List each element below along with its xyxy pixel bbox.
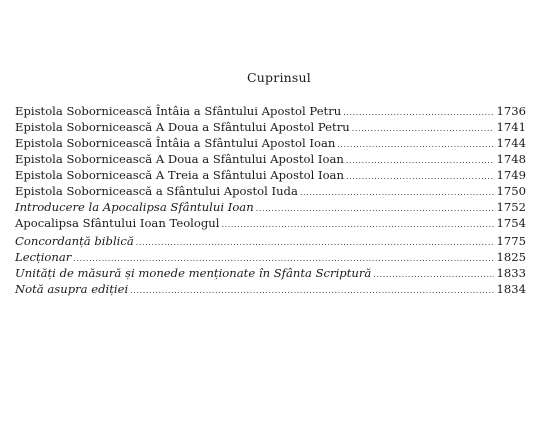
toc-entry[interactable] [15, 233, 526, 249]
toc-entry-title: Concordanță biblică [15, 234, 134, 248]
dot-leader [256, 201, 495, 217]
toc-entry-page: 1741 [496, 120, 526, 134]
toc-entry-page: 1754 [496, 216, 526, 230]
toc-section-appendices [15, 233, 526, 297]
toc-entry[interactable] [15, 103, 526, 119]
toc-entry[interactable] [15, 183, 526, 199]
toc-entry-page: 1834 [496, 282, 526, 296]
toc-entry-page: 1749 [496, 168, 526, 182]
toc-entry-page: 1752 [496, 200, 526, 214]
toc-entry[interactable] [15, 199, 526, 215]
toc-entry-page: 1748 [496, 152, 526, 166]
toc-entry-title: Epistola Sobornicească a Sfântului Apostol Iuda [15, 184, 298, 198]
toc-entry-page: 1825 [496, 250, 526, 264]
toc-entry-page: 1750 [496, 184, 526, 198]
toc-entry[interactable] [15, 215, 526, 231]
toc-entry-title: Epistola Sobornicească A Treia a Sfântului Apostol Ioan [15, 168, 344, 182]
dot-leader [352, 121, 495, 137]
dot-leader [221, 217, 494, 233]
dot-leader [130, 283, 494, 299]
toc-entry-title: Epistola Sobornicească Întâia a Sfântului Apostol Petru [15, 104, 342, 118]
page-title: Cuprinsul [247, 70, 311, 85]
toc-entry-title: Epistola Sobornicească Întâia a Sfântului Apostol Ioan [15, 136, 336, 150]
dot-leader [136, 235, 495, 251]
toc-entry-page: 1736 [496, 104, 526, 118]
dot-leader [346, 153, 495, 169]
dot-leader [343, 105, 494, 121]
dot-leader [373, 267, 494, 283]
toc-entry-page: 1833 [496, 266, 526, 280]
toc-entry[interactable] [15, 119, 526, 135]
toc-entry-title: Notă asupra ediției [15, 282, 129, 296]
toc-entry-title: Lecționar [15, 250, 72, 264]
toc-entry-title: Apocalipsa Sfântului Ioan Teologul [15, 216, 220, 230]
toc-entry[interactable] [15, 281, 526, 297]
toc-entry-title: Epistola Sobornicească A Doua a Sfântului Apostol Ioan [15, 152, 344, 166]
toc-entry-page: 1775 [496, 234, 526, 248]
toc-entry[interactable] [15, 151, 526, 167]
toc-entry-title: Unități de măsură și monede menționate în Sfânta Scriptură [15, 266, 372, 280]
toc-entry[interactable] [15, 135, 526, 151]
dot-leader [346, 169, 495, 185]
toc-entry[interactable] [15, 265, 526, 281]
toc-entry-title: Epistola Sobornicească A Doua a Sfântului Apostol Petru [15, 120, 350, 134]
toc-entry[interactable] [15, 249, 526, 265]
toc-entry-title: Introducere la Apocalipsa Sfântului Ioan [15, 200, 254, 214]
dot-leader [337, 137, 494, 153]
dot-leader [300, 185, 495, 201]
toc-entry-page: 1744 [496, 136, 526, 150]
toc-entry[interactable] [15, 167, 526, 183]
toc-section-books [15, 103, 526, 231]
